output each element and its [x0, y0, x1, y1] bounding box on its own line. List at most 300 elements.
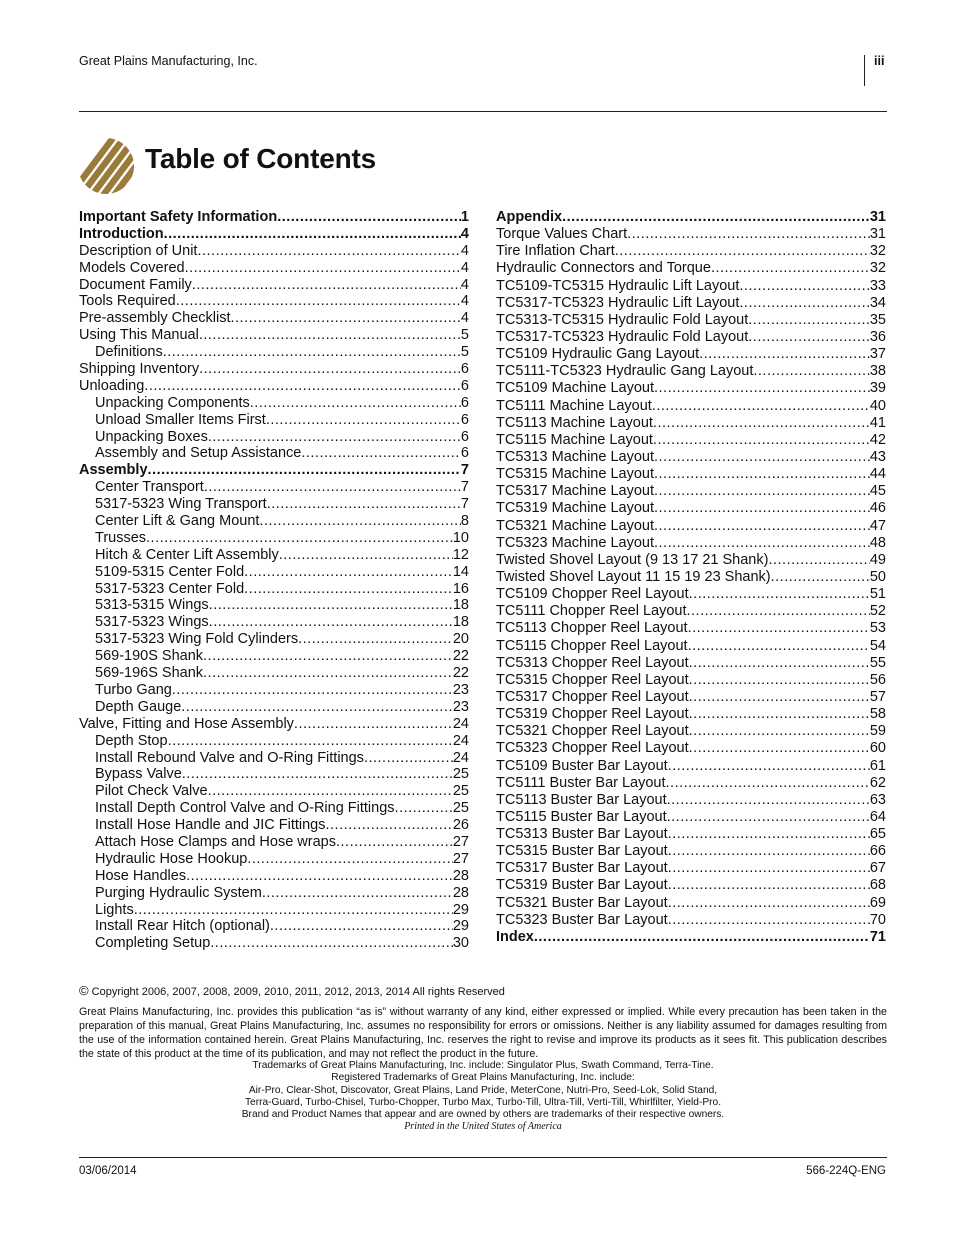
toc-entry-page: 18 — [452, 597, 469, 614]
toc-entry-page: 7 — [460, 479, 469, 496]
toc-entry[interactable] — [79, 260, 469, 277]
toc-entry-title: Valve, Fitting and Hose Assembly — [79, 715, 294, 732]
toc-leader-dots — [148, 462, 461, 479]
toc-entry-title: 5317-5323 Wings — [95, 614, 209, 631]
toc-entry-title: Bypass Valve — [95, 766, 182, 783]
toc-entry-page: 16 — [452, 580, 469, 597]
toc-entry[interactable] — [79, 834, 469, 851]
toc-entry[interactable] — [79, 462, 469, 479]
toc-entry-page: 71 — [869, 928, 886, 945]
toc-entry-page: 57 — [869, 688, 886, 705]
toc-entry[interactable] — [496, 243, 886, 260]
toc-leader-dots — [182, 766, 453, 783]
toc-entry[interactable] — [79, 716, 469, 733]
toc-leader-dots — [615, 243, 870, 260]
toc-entry-page: 18 — [452, 614, 469, 631]
toc-entry-title: Hydraulic Hose Hookup — [95, 850, 248, 867]
toc-entry-title: 5313-5315 Wings — [95, 597, 209, 614]
toc-leader-dots — [654, 500, 870, 517]
toc-entry[interactable] — [79, 378, 469, 395]
toc-entry-title: Install Rebound Valve and O-Ring Fittings — [95, 749, 364, 766]
toc-entry[interactable] — [496, 295, 886, 312]
toc-entry[interactable] — [496, 603, 886, 620]
toc-entry[interactable] — [79, 496, 469, 513]
toc-entry[interactable] — [79, 547, 469, 564]
toc-leader-dots — [244, 581, 453, 598]
toc-left-column — [79, 209, 469, 952]
toc-entry[interactable] — [496, 346, 886, 363]
toc-entry-title: Depth Gauge — [95, 698, 182, 715]
toc-entry[interactable] — [496, 500, 886, 517]
toc-entry-page: 4 — [460, 259, 469, 276]
toc-entry[interactable] — [79, 682, 469, 699]
toc-entry[interactable] — [79, 530, 469, 547]
toc-entry-page: 63 — [869, 791, 886, 808]
toc-leader-dots — [197, 243, 460, 260]
toc-leader-dots — [395, 800, 453, 817]
toc-entry[interactable] — [496, 809, 886, 826]
toc-leader-dots — [668, 895, 870, 912]
toc-entry-page: 70 — [869, 911, 886, 928]
toc-leader-dots — [654, 518, 870, 535]
toc-leader-dots — [668, 912, 870, 929]
toc-leader-dots — [689, 689, 870, 706]
printed-in-usa: Printed in the United States of America — [404, 1121, 562, 1133]
toc-entry-title: Completing Setup — [95, 935, 211, 952]
toc-entry[interactable] — [496, 655, 886, 672]
trademarks-line: Trademarks of Great Plains Manufacturing, Inc. include: Singulator Plus, Swath Command, Terra-Tine. — [252, 1060, 714, 1071]
toc-entry[interactable] — [79, 817, 469, 834]
toc-entry-title: TC5113 Buster Bar Layout — [496, 791, 667, 808]
toc-leader-dots — [668, 826, 870, 843]
toc-entry[interactable] — [496, 483, 886, 500]
toc-entry-title: Install Depth Control Valve and O-Ring Fittings — [95, 800, 395, 817]
toc-entry-page: 4 — [460, 276, 469, 293]
toc-entry-page: 66 — [869, 843, 886, 860]
toc-entry[interactable] — [79, 614, 469, 631]
toc-leader-dots — [739, 295, 869, 312]
toc-entry-page: 30 — [452, 935, 469, 952]
toc-entry-page: 6 — [460, 361, 469, 378]
toc-entry[interactable] — [79, 513, 469, 530]
toc-entry-title: Depth Stop — [95, 732, 168, 749]
toc-entry-title: TC5317-TC5323 Hydraulic Lift Layout — [496, 294, 740, 311]
toc-entry-page: 29 — [452, 901, 469, 918]
toc-leader-dots — [208, 783, 453, 800]
toc-entry-title: Tire Inflation Chart — [496, 243, 615, 260]
toc-entry[interactable] — [496, 449, 886, 466]
toc-entry-title: TC5113 Machine Layout — [496, 414, 653, 431]
disclaimer-paragraph: Great Plains Manufacturing, Inc. provides this publication “as is” without warranty of any kind, either expressed or implied. While every precaution has been taken in the preparation of this manual, Great Plains Manufacturing, Inc. assumes no responsibility for errors or omissions. Neither is any liability assumed for damages resulting from the use of the information contained herein. Great Plains Manufacturing, Inc. reserves the right to revise and improve its products as it sees fit. This publication describes the state of this product at the time of its publication, and may not reflect the product in the future. — [79, 1006, 887, 1060]
toc-entry[interactable] — [79, 665, 469, 682]
toc-entry-page: 49 — [869, 551, 886, 568]
toc-leader-dots — [689, 672, 870, 689]
toc-entry[interactable] — [496, 792, 886, 809]
toc-entry-title: TC5323 Chopper Reel Layout — [496, 740, 689, 757]
toc-entry-title: Lights — [95, 901, 134, 918]
toc-entry-title: Tools Required — [79, 293, 176, 310]
toc-leader-dots — [654, 483, 870, 500]
toc-entry-title: TC5317 Buster Bar Layout — [496, 860, 668, 877]
toc-entry[interactable] — [496, 260, 886, 277]
toc-leader-dots — [689, 586, 870, 603]
toc-entry-title: Center Transport — [95, 479, 204, 496]
toc-entry-page: 31 — [869, 226, 886, 243]
toc-entry-page: 28 — [452, 884, 469, 901]
toc-leader-dots — [654, 449, 870, 466]
toc-entry-page: 44 — [869, 466, 886, 483]
toc-leader-dots — [768, 552, 869, 569]
toc-entry-title: Install Rear Hitch (optional) — [95, 918, 270, 935]
header-page-number: iii — [874, 54, 885, 68]
toc-entry-title: Description of Unit — [79, 242, 198, 259]
toc-leader-dots — [753, 363, 869, 380]
toc-entry[interactable] — [79, 766, 469, 783]
toc-entry[interactable] — [496, 740, 886, 757]
toc-entry-title: TC5321 Machine Layout — [496, 517, 654, 534]
toc-entry-title: TC5109-TC5315 Hydraulic Lift Layout — [496, 277, 740, 294]
toc-entry[interactable] — [79, 783, 469, 800]
toc-entry-title: TC5321 Chopper Reel Layout — [496, 723, 689, 740]
toc-entry[interactable] — [496, 312, 886, 329]
toc-leader-dots — [688, 638, 870, 655]
toc-leader-dots — [250, 395, 461, 412]
toc-entry[interactable] — [79, 361, 469, 378]
toc-entry-title: TC5109 Machine Layout — [496, 380, 654, 397]
trademarks-line: Terra-Guard, Turbo-Chisel, Turbo-Chopper, Turbo Max, Turbo-Till, Ultra-Till, Verti-Till, Whirlfilter, Yield-Pro. — [244, 1096, 722, 1108]
toc-entry-title: TC5111 Machine Layout — [496, 397, 652, 414]
toc-entry[interactable] — [79, 327, 469, 344]
toc-entry-page: 7 — [460, 462, 469, 479]
toc-entry-title: TC5317 Machine Layout — [496, 483, 654, 500]
toc-entry[interactable] — [79, 209, 469, 226]
toc-entry-page: 4 — [460, 293, 469, 310]
toc-leader-dots — [748, 329, 870, 346]
toc-entry-page: 12 — [452, 546, 469, 563]
toc-leader-dots — [267, 496, 461, 513]
toc-leader-dots — [668, 877, 870, 894]
toc-entry[interactable] — [496, 432, 886, 449]
toc-entry[interactable] — [79, 581, 469, 598]
toc-leader-dots — [667, 809, 870, 826]
toc-entry[interactable] — [496, 569, 886, 586]
toc-leader-dots — [711, 260, 870, 277]
toc-entry-title: Turbo Gang — [95, 681, 172, 698]
toc-entry[interactable] — [496, 689, 886, 706]
toc-entry-title: TC5315 Buster Bar Layout — [496, 843, 668, 860]
toc-entry-title: TC5115 Chopper Reel Layout — [496, 637, 688, 654]
toc-entry-title: Hitch & Center Lift Assembly — [95, 546, 279, 563]
toc-leader-dots — [244, 564, 453, 581]
toc-entry-page: 50 — [869, 568, 886, 585]
toc-entry[interactable] — [496, 620, 886, 637]
toc-leader-dots — [164, 226, 461, 243]
toc-entry-page: 35 — [869, 311, 886, 328]
toc-entry[interactable] — [496, 226, 886, 243]
toc-entry-page: 5 — [460, 344, 469, 361]
toc-entry[interactable] — [79, 429, 469, 446]
toc-entry-title: Center Lift & Gang Mount — [95, 513, 260, 530]
trademarks-line: Registered Trademarks of Great Plains Manufacturing, Inc. include: — [331, 1072, 635, 1084]
toc-leader-dots — [208, 429, 461, 446]
toc-entry[interactable] — [496, 398, 886, 415]
footer-date: 03/06/2014 — [79, 1165, 137, 1177]
toc-entry-page: 6 — [460, 411, 469, 428]
toc-entry[interactable] — [79, 277, 469, 294]
toc-leader-dots — [668, 758, 870, 775]
toc-entry-title: Definitions — [95, 344, 163, 361]
toc-entry-page: 14 — [452, 563, 469, 580]
toc-entry[interactable] — [79, 395, 469, 412]
toc-entry-page: 25 — [452, 766, 469, 783]
toc-entry[interactable] — [496, 586, 886, 603]
toc-entry-page: 52 — [869, 603, 886, 620]
toc-leader-dots — [301, 445, 461, 462]
toc-entry-title: TC5323 Buster Bar Layout — [496, 911, 668, 928]
toc-leader-dots — [687, 603, 870, 620]
toc-entry-page: 10 — [452, 529, 469, 546]
toc-entry-page: 41 — [869, 414, 886, 431]
toc-leader-dots — [146, 530, 453, 547]
toc-entry[interactable] — [496, 672, 886, 689]
toc-entry[interactable] — [79, 885, 469, 902]
footer-doc-number: 566-224Q-ENG — [806, 1165, 886, 1177]
toc-entry-title: 5109-5315 Center Fold — [95, 563, 245, 580]
toc-entry-page: 24 — [452, 715, 469, 732]
toc-entry-title: Twisted Shovel Layout (9 13 17 21 Shank) — [496, 551, 769, 568]
toc-entry[interactable] — [79, 564, 469, 581]
toc-entry-page: 47 — [869, 517, 886, 534]
toc-entry[interactable] — [496, 775, 886, 792]
toc-leader-dots — [192, 277, 461, 294]
toc-entry-page: 23 — [452, 681, 469, 698]
toc-leader-dots — [336, 834, 453, 851]
toc-entry[interactable] — [79, 851, 469, 868]
toc-entry[interactable] — [79, 445, 469, 462]
toc-entry[interactable] — [496, 758, 886, 775]
toc-entry-title: TC5113 Chopper Reel Layout — [496, 620, 688, 637]
toc-entry-title: TC5315 Chopper Reel Layout — [496, 671, 689, 688]
toc-entry-page: 20 — [452, 631, 469, 648]
toc-entry[interactable] — [79, 648, 469, 665]
toc-entry-page: 51 — [869, 586, 886, 603]
toc-entry[interactable] — [496, 723, 886, 740]
toc-entry-page: 38 — [869, 363, 886, 380]
toc-entry[interactable] — [496, 912, 886, 929]
toc-entry-title: 569-190S Shank — [95, 648, 204, 665]
toc-leader-dots — [627, 226, 870, 243]
toc-entry[interactable] — [496, 706, 886, 723]
toc-leader-dots — [562, 209, 870, 226]
toc-entry[interactable] — [496, 929, 886, 946]
toc-entry-title: Introduction — [79, 225, 164, 242]
toc-leader-dots — [172, 682, 453, 699]
toc-leader-dots — [534, 929, 870, 946]
header-divider — [864, 55, 865, 86]
toc-leader-dots — [185, 260, 461, 277]
toc-leader-dots — [654, 535, 870, 552]
toc-entry-page: 45 — [869, 483, 886, 500]
toc-leader-dots — [231, 310, 461, 327]
toc-entry-page: 28 — [452, 867, 469, 884]
toc-entry[interactable] — [79, 243, 469, 260]
toc-entry-page: 61 — [869, 757, 886, 774]
toc-entry[interactable] — [496, 363, 886, 380]
toc-entry[interactable] — [79, 935, 469, 952]
toc-leader-dots — [688, 620, 870, 637]
toc-entry-title: TC5115 Machine Layout — [496, 431, 653, 448]
toc-entry[interactable] — [496, 380, 886, 397]
toc-entry-page: 39 — [869, 380, 886, 397]
toc-entry[interactable] — [496, 826, 886, 843]
toc-entry-page: 6 — [460, 394, 469, 411]
toc-entry[interactable] — [79, 902, 469, 919]
toc-entry[interactable] — [79, 699, 469, 716]
toc-entry-page: 40 — [869, 397, 886, 414]
toc-entry[interactable] — [496, 877, 886, 894]
toc-leader-dots — [199, 327, 461, 344]
toc-entry-page: 46 — [869, 500, 886, 517]
toc-entry[interactable] — [79, 918, 469, 935]
toc-entry[interactable] — [496, 518, 886, 535]
toc-leader-dots — [771, 569, 870, 586]
header-company: Great Plains Manufacturing, Inc. — [79, 54, 258, 68]
toc-entry-title: Torque Values Chart — [496, 226, 628, 243]
toc-leader-dots — [203, 665, 453, 682]
toc-entry-page: 26 — [452, 817, 469, 834]
toc-entry-page: 64 — [869, 808, 886, 825]
toc-leader-dots — [209, 597, 453, 614]
toc-entry[interactable] — [79, 597, 469, 614]
toc-entry[interactable] — [496, 638, 886, 655]
toc-entry[interactable] — [79, 733, 469, 750]
toc-entry-title: TC5109 Buster Bar Layout — [496, 757, 668, 774]
toc-leader-dots — [181, 699, 453, 716]
toc-entry-title: Using This Manual — [79, 327, 199, 344]
toc-entry[interactable] — [79, 750, 469, 767]
toc-entry-page: 31 — [869, 209, 886, 225]
toc-leader-dots — [689, 706, 870, 723]
toc-leader-dots — [270, 918, 453, 935]
toc-entry-page: 4 — [460, 225, 469, 242]
toc-entry[interactable] — [496, 860, 886, 877]
toc-entry-title: Twisted Shovel Layout 11 15 19 23 Shank) — [496, 568, 771, 585]
toc-leader-dots — [163, 344, 461, 361]
toc-right-column — [496, 209, 886, 946]
copyright-symbol: © — [79, 983, 89, 998]
toc-entry-title: Trusses — [95, 529, 147, 546]
toc-entry[interactable] — [79, 631, 469, 648]
toc-entry[interactable] — [496, 466, 886, 483]
toc-leader-dots — [689, 655, 870, 672]
toc-leader-dots — [689, 723, 870, 740]
toc-leader-dots — [326, 817, 453, 834]
toc-entry-title: TC5317 Chopper Reel Layout — [496, 688, 689, 705]
toc-leader-dots — [210, 935, 453, 952]
toc-entry-title: TC5109 Chopper Reel Layout — [496, 586, 689, 603]
toc-entry-page: 56 — [869, 671, 886, 688]
toc-entry-page: 1 — [460, 209, 469, 225]
toc-entry-page: 27 — [452, 850, 469, 867]
copyright-notice — [79, 983, 505, 998]
toc-entry-page: 62 — [869, 774, 886, 791]
toc-entry-page: 65 — [869, 826, 886, 843]
trademarks-block — [79, 1060, 887, 1134]
toc-entry-title: TC5109 Hydraulic Gang Layout — [496, 346, 700, 363]
toc-entry[interactable] — [496, 415, 886, 432]
toc-entry[interactable] — [496, 329, 886, 346]
toc-entry[interactable] — [496, 552, 886, 569]
toc-entry-title: 569-196S Shank — [95, 665, 204, 682]
toc-entry[interactable] — [79, 412, 469, 429]
toc-entry[interactable] — [79, 226, 469, 243]
toc-entry-page: 43 — [869, 448, 886, 465]
toc-leader-dots — [294, 716, 453, 733]
toc-entry[interactable] — [79, 293, 469, 310]
toc-entry[interactable] — [79, 868, 469, 885]
toc-entry[interactable] — [79, 800, 469, 817]
toc-entry-title: 5317-5323 Wing Transport — [95, 496, 267, 513]
toc-leader-dots — [667, 792, 870, 809]
toc-entry[interactable] — [496, 278, 886, 295]
page-title: Table of Contents — [145, 143, 376, 174]
toc-leader-dots — [298, 631, 453, 648]
toc-entry-title: TC5111-TC5323 Hydraulic Gang Layout — [496, 363, 754, 380]
toc-entry-title: 5317-5323 Center Fold — [95, 580, 245, 597]
toc-entry-title: Unloading — [79, 377, 145, 394]
toc-leader-dots — [266, 412, 461, 429]
toc-entry-title: Models Covered — [79, 259, 185, 276]
toc-entry-title: Pre-assembly Checklist — [79, 310, 231, 327]
toc-entry-title: TC5313 Buster Bar Layout — [496, 826, 668, 843]
toc-entry-title: Unpacking Boxes — [95, 428, 208, 445]
toc-entry-title: TC5319 Machine Layout — [496, 500, 654, 517]
toc-entry-title: TC5319 Buster Bar Layout — [496, 877, 668, 894]
toc-entry-page: 22 — [452, 665, 469, 682]
toc-entry-page: 25 — [452, 800, 469, 817]
toc-entry-title: Attach Hose Clamps and Hose wraps — [95, 833, 336, 850]
toc-entry-page: 59 — [869, 723, 886, 740]
toc-entry[interactable] — [496, 843, 886, 860]
toc-entry-title: TC5313 Chopper Reel Layout — [496, 654, 689, 671]
toc-leader-dots — [209, 614, 453, 631]
toc-leader-dots — [168, 733, 453, 750]
toc-entry-page: 55 — [869, 654, 886, 671]
toc-leader-dots — [668, 860, 870, 877]
toc-leader-dots — [144, 378, 461, 395]
toc-entry[interactable] — [496, 209, 886, 226]
toc-entry-page: 34 — [869, 294, 886, 311]
toc-leader-dots — [364, 750, 453, 767]
toc-entry[interactable] — [496, 535, 886, 552]
toc-entry[interactable] — [79, 310, 469, 327]
toc-entry-page: 53 — [869, 620, 886, 637]
toc-entry-title: TC5323 Machine Layout — [496, 534, 654, 551]
toc-entry-title: Document Family — [79, 276, 192, 293]
toc-entry[interactable] — [79, 344, 469, 361]
toc-entry-title: Assembly and Setup Assistance — [95, 445, 302, 462]
toc-entry-title: TC5313 Machine Layout — [496, 448, 654, 465]
toc-entry-title: Unpacking Components — [95, 394, 250, 411]
toc-entry[interactable] — [79, 479, 469, 496]
toc-entry[interactable] — [496, 895, 886, 912]
toc-entry-title: TC5321 Buster Bar Layout — [496, 894, 668, 911]
toc-entry-title: Index — [496, 928, 534, 945]
toc-leader-dots — [653, 415, 870, 432]
toc-leader-dots — [199, 361, 461, 378]
toc-entry-title: TC5315 Machine Layout — [496, 466, 654, 483]
toc-entry-page: 24 — [452, 749, 469, 766]
